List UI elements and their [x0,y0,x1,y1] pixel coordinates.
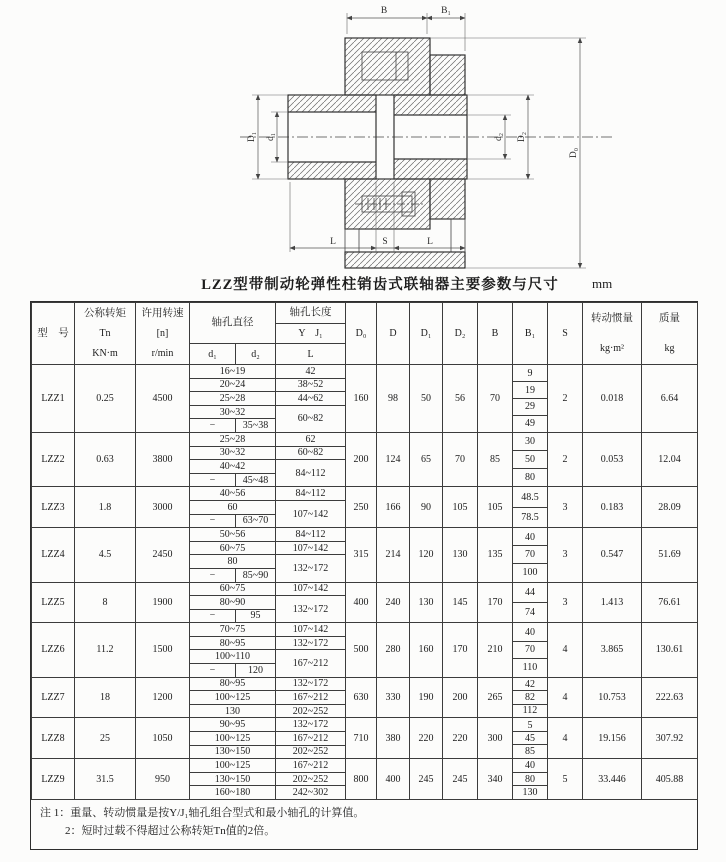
b1-value: 74 [525,606,535,618]
speed-cell: 3000 [136,487,190,528]
mass-cell: 307.92 [642,718,698,759]
header-torque-cn: 公称转矩 [84,307,126,319]
dim-label-s: S [382,237,388,247]
b1-value: 40 [513,760,547,773]
speed-cell: 1900 [136,582,190,623]
bore-range-cell: 90~95 [190,718,276,732]
header-B1: B₁ [513,303,548,365]
torque-cell: 11.2 [75,623,136,677]
D1-cell: 50 [410,365,443,433]
D-cell: 214 [377,528,410,582]
D-cell: 98 [377,365,410,433]
dim-label-b1: B₁ [441,6,451,16]
model-cell: LZZ7 [32,677,75,718]
table-row [32,759,698,773]
S-cell: 4 [548,718,583,759]
length-cell: 202~252 [276,704,346,718]
length-cell: 167~212 [276,732,346,746]
bore-d2-cell: 35~38 [236,419,276,433]
b1-value: 70 [513,546,547,564]
spec-table [31,302,698,800]
B-cell: 210 [478,623,513,677]
b1-value: 70 [513,642,547,660]
footnotes [31,800,697,849]
bore-range-cell: 40~42 [190,460,276,474]
bore-range-cell: 50~56 [190,528,276,542]
b1-value: 50 [513,451,547,469]
D0-cell: 315 [346,528,377,582]
b1-value: 44 [513,583,547,603]
b1-value: 30 [513,433,547,451]
bore-range-cell: 100~125 [190,759,276,773]
torque-cell: 0.63 [75,432,136,486]
header-mass-unit: kg [664,342,675,354]
length-cell: 167~212 [276,691,346,705]
b1-value: 80 [525,471,535,483]
model-cell: LZZ1 [32,365,75,433]
bore-range-cell: 100~125 [190,691,276,705]
b1-stack-cell [513,759,548,800]
table-row [32,487,698,501]
bore-range-cell: 30~32 [190,446,276,460]
speed-cell: 4500 [136,365,190,433]
header-bore-len: 轴孔长度 [276,303,346,324]
b1-value: 40 [513,624,547,642]
torque-cell: 31.5 [75,759,136,800]
B-cell: 105 [478,487,513,528]
table-row [32,432,698,446]
bore-range-cell: 40~56 [190,487,276,501]
bore-range-cell: 60~75 [190,582,276,596]
bore-d1-cell: − [190,609,236,623]
B-cell: 265 [478,677,513,718]
length-cell: 44~62 [276,392,346,406]
inertia-cell: 0.183 [583,487,642,528]
b1-stack-cell [513,528,548,582]
spec-table-body [32,365,698,800]
length-cell: 202~252 [276,772,346,786]
speed-cell: 1200 [136,677,190,718]
bore-range-cell: 130~150 [190,772,276,786]
length-cell: 107~142 [276,623,346,637]
bore-d2-cell: 120 [236,664,276,678]
D1-cell: 65 [410,432,443,486]
header-yj: Y J₁ [276,324,346,344]
header-speed-cn: 许用转速 [141,307,184,319]
bore-range-cell: 80~90 [190,596,276,610]
speed-cell: 1050 [136,718,190,759]
model-cell: LZZ8 [32,718,75,759]
D2-cell: 220 [443,718,478,759]
page-title: LZZ型带制动轮弹性柱销齿式联轴器主要参数与尺寸 [201,277,559,293]
coupling-drawing [0,0,726,272]
bore-range-cell: 160~180 [190,786,276,800]
D0-cell: 710 [346,718,377,759]
D1-cell: 190 [410,677,443,718]
D1-cell: 220 [410,718,443,759]
b1-stack-cell [513,623,548,677]
length-cell: 84~112 [276,460,346,487]
inertia-cell: 10.753 [583,677,642,718]
torque-cell: 0.25 [75,365,136,433]
header-bore-dia: 轴孔直径 [190,303,276,344]
D1-cell: 90 [410,487,443,528]
dim-label-l-left: L [330,237,336,247]
S-cell: 2 [548,365,583,433]
b1-value: 5 [513,719,547,732]
D2-cell: 70 [443,432,478,486]
length-cell: 202~252 [276,745,346,759]
bore-d1-cell: − [190,568,236,582]
model-cell: LZZ6 [32,623,75,677]
b1-value: 112 [522,705,538,717]
D0-cell: 500 [346,623,377,677]
header-torque-sym: Tn [99,328,111,340]
S-cell: 4 [548,677,583,718]
bore-range-cell: 30~32 [190,405,276,419]
header-D2: D₂ [443,303,478,365]
mass-cell: 405.88 [642,759,698,800]
length-cell: 84~112 [276,528,346,542]
D0-cell: 250 [346,487,377,528]
length-cell: 42 [276,365,346,379]
table-row [32,623,698,637]
bore-range-cell: 80~95 [190,677,276,691]
D-cell: 166 [377,487,410,528]
length-cell: 242~302 [276,786,346,800]
bore-range-cell: 80 [190,555,276,569]
dim-label-d2-bore: d₂ [494,132,504,142]
D0-cell: 160 [346,365,377,433]
D1-cell: 120 [410,528,443,582]
bore-range-cell: 130 [190,704,276,718]
mass-cell: 222.63 [642,677,698,718]
bore-d2-cell: 85~90 [236,568,276,582]
B-cell: 135 [478,528,513,582]
inertia-cell: 0.018 [583,365,642,433]
bore-range-cell: 25~28 [190,392,276,406]
header-speed [136,303,190,365]
header-inertia-cn: 转动惯量 [591,313,633,325]
D0-cell: 200 [346,432,377,486]
B-cell: 70 [478,365,513,433]
b1-stack-cell [513,487,548,528]
header-D1: D₁ [410,303,443,365]
D1-cell: 245 [410,759,443,800]
D-cell: 124 [377,432,410,486]
length-cell: 132~172 [276,718,346,732]
b1-value: 45 [513,732,547,745]
length-cell: 132~172 [276,596,346,623]
header-d1: d₁ [190,344,236,365]
header-model: 型 号 [32,303,75,365]
bore-d1-cell: − [190,514,236,528]
header-d2: d₂ [236,344,276,365]
model-cell: LZZ5 [32,582,75,623]
bore-range-cell: 70~75 [190,623,276,637]
S-cell: 2 [548,432,583,486]
B-cell: 300 [478,718,513,759]
unit-label: mm [592,276,613,291]
bore-range-cell: 25~28 [190,432,276,446]
b1-value: 100 [522,567,538,579]
inertia-cell: 0.053 [583,432,642,486]
inertia-cell: 1.413 [583,582,642,623]
brake-wheel-section [345,38,465,95]
table-row [32,528,698,542]
D2-cell: 130 [443,528,478,582]
speed-cell: 950 [136,759,190,800]
D2-cell: 200 [443,677,478,718]
header-row-1 [32,303,698,324]
D2-cell: 105 [443,487,478,528]
model-cell: LZZ9 [32,759,75,800]
D-cell: 400 [377,759,410,800]
length-cell: 107~142 [276,500,346,527]
header-torque-unit: KN·m [92,348,118,360]
length-cell: 38~52 [276,378,346,392]
b1-stack-cell [513,677,548,718]
length-cell: 107~142 [276,582,346,596]
dim-label-d0: D₀ [569,147,579,159]
length-cell: 60~82 [276,405,346,432]
D0-cell: 400 [346,582,377,623]
mass-cell: 6.64 [642,365,698,433]
header-S: S [548,303,583,365]
D-cell: 280 [377,623,410,677]
header-inertia-unit: kg·m² [599,342,625,354]
bore-range-cell: 60~75 [190,541,276,555]
bore-d1-cell: − [190,473,236,487]
b1-value: 80 [513,773,547,786]
b1-stack-cell [513,365,548,433]
b1-value: 9 [513,365,547,382]
bore-d2-cell: 45~48 [236,473,276,487]
b1-value: 29 [513,399,547,416]
length-cell: 132~172 [276,555,346,582]
D2-cell: 170 [443,623,478,677]
header-B: B [478,303,513,365]
table-row [32,582,698,596]
speed-cell: 3800 [136,432,190,486]
b1-value: 42 [513,678,547,691]
header-speed-unit: r/min [151,348,174,360]
model-cell: LZZ2 [32,432,75,486]
S-cell: 4 [548,623,583,677]
dim-label-b: B [380,6,388,16]
header-D0: D₀ [346,303,377,365]
b1-stack-cell [513,718,548,759]
inertia-cell: 0.547 [583,528,642,582]
S-cell: 3 [548,487,583,528]
b1-value: 82 [513,691,547,704]
D1-cell: 130 [410,582,443,623]
speed-cell: 2450 [136,528,190,582]
length-cell: 132~172 [276,636,346,650]
bore-range-cell: 60 [190,500,276,514]
S-cell: 3 [548,528,583,582]
bore-d1-cell: − [190,419,236,433]
S-cell: 3 [548,582,583,623]
table-row [32,677,698,691]
bore-d2-cell: 95 [236,609,276,623]
header-mass [642,303,698,365]
mass-cell: 51.69 [642,528,698,582]
bore-range-cell: 16~19 [190,365,276,379]
B-cell: 340 [478,759,513,800]
table-row [32,718,698,732]
b1-value: 48.5 [513,488,547,508]
spec-sheet [30,301,698,850]
dim-label-d1-outer: D₁ [247,131,257,143]
b1-value: 85 [525,746,535,758]
D2-cell: 56 [443,365,478,433]
header-D: D [377,303,410,365]
b1-value: 40 [513,529,547,547]
mass-cell: 76.61 [642,582,698,623]
bore-d1-cell: − [190,664,236,678]
header-L: L [276,344,346,365]
S-cell: 5 [548,759,583,800]
header-speed-sym: [n] [156,328,169,340]
torque-cell: 25 [75,718,136,759]
mass-cell: 130.61 [642,623,698,677]
mass-cell: 12.04 [642,432,698,486]
header-mass-cn: 质量 [659,313,680,325]
footnote-2: 2：短时过载不得超过公称转矩Tn值的2倍。 [65,824,276,837]
header-inertia [583,303,642,365]
model-cell: LZZ4 [32,528,75,582]
model-cell: LZZ3 [32,487,75,528]
b1-value: 19 [513,382,547,399]
D-cell: 240 [377,582,410,623]
B-cell: 170 [478,582,513,623]
torque-cell: 4.5 [75,528,136,582]
torque-cell: 18 [75,677,136,718]
length-cell: 84~112 [276,487,346,501]
bore-range-cell: 80~95 [190,636,276,650]
D-cell: 380 [377,718,410,759]
length-cell: 167~212 [276,650,346,677]
dim-label-l-right: L [427,237,433,247]
b1-stack-cell [513,582,548,623]
inertia-cell: 3.865 [583,623,642,677]
b1-stack-cell [513,432,548,486]
B-cell: 85 [478,432,513,486]
bore-d2-cell: 63~70 [236,514,276,528]
b1-value: 78.5 [521,511,539,523]
D1-cell: 160 [410,623,443,677]
bore-range-cell: 20~24 [190,378,276,392]
inertia-cell: 33.446 [583,759,642,800]
length-cell: 167~212 [276,759,346,773]
table-row [32,365,698,379]
D2-cell: 245 [443,759,478,800]
length-cell: 132~172 [276,677,346,691]
mass-cell: 28.09 [642,487,698,528]
speed-cell: 1500 [136,623,190,677]
inertia-cell: 19.156 [583,718,642,759]
bore-range-cell: 130~150 [190,745,276,759]
bore-range-cell: 100~110 [190,650,276,664]
D0-cell: 800 [346,759,377,800]
D2-cell: 145 [443,582,478,623]
length-cell: 107~142 [276,541,346,555]
dim-label-d1-bore: d₁ [266,132,276,142]
b1-value: 49 [525,418,535,430]
length-cell: 60~82 [276,446,346,460]
bore-range-cell: 100~125 [190,732,276,746]
b1-value: 130 [522,786,538,798]
header-torque [75,303,136,365]
torque-cell: 1.8 [75,487,136,528]
length-cell: 62 [276,432,346,446]
footnote-1: 注 1：重量、转动惯量是按Y/J₁轴孔组合型式和最小轴孔的计算值。 [40,807,365,819]
D-cell: 330 [377,677,410,718]
dim-label-d2-outer: D₂ [517,131,527,143]
D0-cell: 630 [346,677,377,718]
torque-cell: 8 [75,582,136,623]
b1-value: 110 [522,662,538,674]
